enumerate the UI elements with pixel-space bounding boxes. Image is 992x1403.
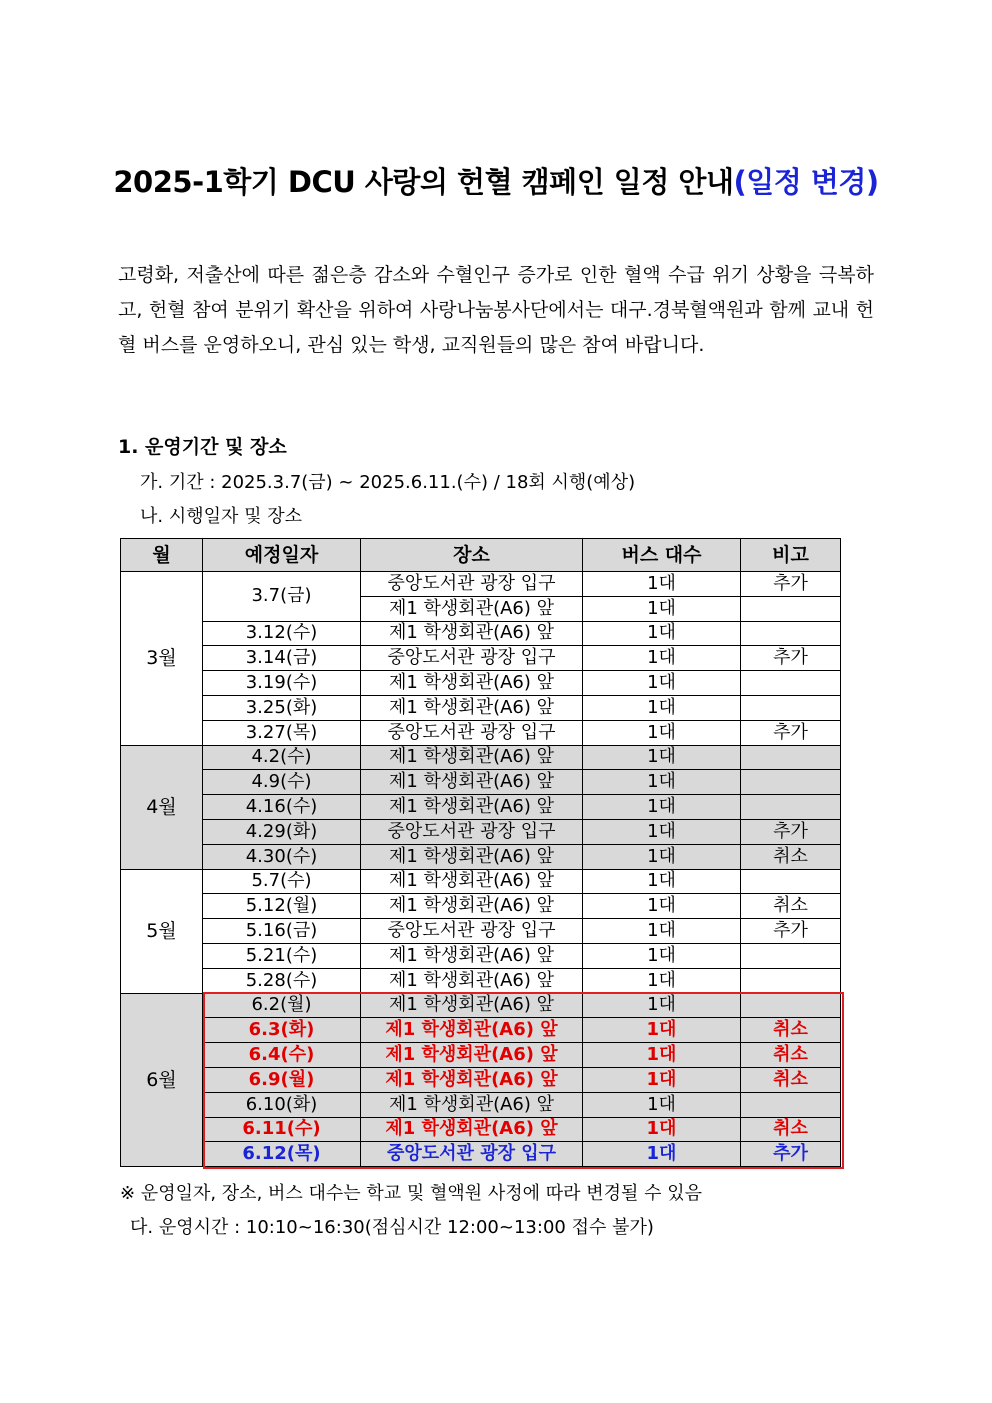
bus-cell: 1대 [583,844,741,869]
note-cell: 취소 [741,894,841,919]
place-cell: 제1 학생회관(A6) 앞 [361,869,583,894]
note-cell: 추가 [741,919,841,944]
date-cell: 3.12(수) [203,621,361,646]
place-cell: 제1 학생회관(A6) 앞 [361,1018,583,1043]
bus-cell: 1대 [583,572,741,597]
schedule-table [120,538,841,1167]
table-row [121,695,841,720]
place-cell: 제1 학생회관(A6) 앞 [361,1043,583,1068]
table-row [121,646,841,671]
note-cell [741,695,841,720]
date-cell: 5.7(수) [203,869,361,894]
bus-cell: 1대 [583,869,741,894]
bus-cell: 1대 [583,943,741,968]
note-cell [741,869,841,894]
bus-cell: 1대 [583,1117,741,1142]
note-cell: 취소 [741,1018,841,1043]
date-cell: 5.28(수) [203,968,361,993]
bus-cell: 1대 [583,1018,741,1043]
month-cell: 5월 [121,869,203,993]
note-cell [741,968,841,993]
month-cell: 3월 [121,572,203,746]
table-row [121,720,841,745]
place-cell: 제1 학생회관(A6) 앞 [361,1067,583,1092]
bus-cell: 1대 [583,1092,741,1117]
place-cell: 제1 학생회관(A6) 앞 [361,968,583,993]
note-cell: 취소 [741,1043,841,1068]
table-header-row [121,539,841,572]
note-cell: 취소 [741,844,841,869]
bus-cell: 1대 [583,919,741,944]
place-cell: 중앙도서관 광장 입구 [361,572,583,597]
bus-cell: 1대 [583,1142,741,1167]
place-cell: 제1 학생회관(A6) 앞 [361,894,583,919]
place-cell: 제1 학생회관(A6) 앞 [361,621,583,646]
header-date: 예정일자 [203,539,361,572]
table-row [121,795,841,820]
operating-hours: 다. 운영시간 : 10:10~16:30(점심시간 12:00~13:00 접수 불가) [130,1217,654,1238]
bus-cell: 1대 [583,745,741,770]
note-cell: 추가 [741,1142,841,1167]
footnote: ※ 운영일자, 장소, 버스 대수는 학교 및 혈액원 사정에 따라 변경될 수 있음 [120,1183,703,1204]
note-cell: 추가 [741,720,841,745]
place-cell: 제1 학생회관(A6) 앞 [361,695,583,720]
header-bus-count: 버스 대수 [583,539,741,572]
table-row [121,894,841,919]
bus-cell: 1대 [583,770,741,795]
place-cell: 제1 학생회관(A6) 앞 [361,943,583,968]
page-title [0,160,992,201]
date-cell: 5.12(월) [203,894,361,919]
place-cell: 중앙도서관 광장 입구 [361,646,583,671]
bus-cell: 1대 [583,671,741,696]
note-cell [741,671,841,696]
bus-cell: 1대 [583,795,741,820]
table-row [121,993,841,1018]
note-cell: 추가 [741,646,841,671]
date-cell: 6.3(화) [203,1018,361,1043]
note-cell: 취소 [741,1067,841,1092]
header-note: 비고 [741,539,841,572]
place-cell: 제1 학생회관(A6) 앞 [361,993,583,1018]
date-cell: 6.2(월) [203,993,361,1018]
month-cell: 6월 [121,993,203,1167]
intro-paragraph: 고령화, 저출산에 따른 젊은층 감소와 수혈인구 증가로 인한 혈액 수급 위기 상황을 극복하고, 헌혈 참여 분위기 확산을 위하여 사랑나눔봉사단에서는 대구.경북혈액원과 함께 교내 헌혈 버스를 운영하오니, 관심 있는 학생, 교직원들의 많은 참여 바랍니다. [118,264,874,356]
period-text: 가. 기간 : 2025.3.7(금) ~ 2025.6.11.(수) / 18회 시행(예상) [140,472,636,493]
date-cell: 4.16(수) [203,795,361,820]
table-row [121,745,841,770]
place-cell: 제1 학생회관(A6) 앞 [361,745,583,770]
date-cell: 4.29(화) [203,819,361,844]
table-row [121,1092,841,1117]
note-cell: 추가 [741,819,841,844]
note-cell [741,745,841,770]
place-cell: 제1 학생회관(A6) 앞 [361,770,583,795]
note-cell [741,596,841,621]
note-cell: 추가 [741,572,841,597]
date-cell: 6.9(월) [203,1067,361,1092]
section-heading: 1. 운영기간 및 장소 [118,436,287,458]
date-cell: 6.11(수) [203,1117,361,1142]
table-row [121,869,841,894]
date-cell: 6.4(수) [203,1043,361,1068]
table-row [121,943,841,968]
date-cell: 3.19(수) [203,671,361,696]
note-cell [741,770,841,795]
place-cell: 중앙도서관 광장 입구 [361,919,583,944]
header-month: 월 [121,539,203,572]
table-row [121,1043,841,1068]
table-row [121,1142,841,1167]
table-row [121,819,841,844]
bus-cell: 1대 [583,993,741,1018]
bus-cell: 1대 [583,1067,741,1092]
note-cell [741,795,841,820]
place-cell: 제1 학생회관(A6) 앞 [361,596,583,621]
table-row [121,671,841,696]
date-cell: 4.2(수) [203,745,361,770]
bus-cell: 1대 [583,720,741,745]
table-row [121,1018,841,1043]
title-highlight: (일정 변경) [733,165,879,199]
bus-cell: 1대 [583,646,741,671]
date-cell: 4.30(수) [203,844,361,869]
date-cell: 3.25(화) [203,695,361,720]
table-row [121,1117,841,1142]
note-cell: 취소 [741,1117,841,1142]
note-cell [741,993,841,1018]
table-row [121,968,841,993]
bus-cell: 1대 [583,819,741,844]
note-cell [741,1092,841,1117]
table-row [121,770,841,795]
note-cell [741,621,841,646]
date-cell: 4.9(수) [203,770,361,795]
date-cell: 3.14(금) [203,646,361,671]
date-cell: 6.12(목) [203,1142,361,1167]
table-row [121,621,841,646]
place-cell: 제1 학생회관(A6) 앞 [361,671,583,696]
place-cell: 중앙도서관 광장 입구 [361,1142,583,1167]
bus-cell: 1대 [583,968,741,993]
date-cell: 5.21(수) [203,943,361,968]
table-row [121,1067,841,1092]
date-cell: 6.10(화) [203,1092,361,1117]
place-cell: 제1 학생회관(A6) 앞 [361,795,583,820]
table-row [121,572,841,597]
place-cell: 제1 학생회관(A6) 앞 [361,1117,583,1142]
place-cell: 중앙도서관 광장 입구 [361,720,583,745]
header-place: 장소 [361,539,583,572]
month-cell: 4월 [121,745,203,869]
place-cell: 제1 학생회관(A6) 앞 [361,1092,583,1117]
table-row [121,919,841,944]
place-cell: 중앙도서관 광장 입구 [361,819,583,844]
bus-cell: 1대 [583,695,741,720]
date-cell: 3.27(목) [203,720,361,745]
date-cell: 5.16(금) [203,919,361,944]
bus-cell: 1대 [583,596,741,621]
schedule-heading: 나. 시행일자 및 장소 [140,506,302,527]
date-cell: 3.7(금) [203,572,361,622]
bus-cell: 1대 [583,894,741,919]
title-main: 2025-1학기 DCU 사랑의 헌혈 캠페인 일정 안내 [113,165,734,199]
place-cell: 제1 학생회관(A6) 앞 [361,844,583,869]
bus-cell: 1대 [583,1043,741,1068]
table-row [121,844,841,869]
bus-cell: 1대 [583,621,741,646]
note-cell [741,943,841,968]
